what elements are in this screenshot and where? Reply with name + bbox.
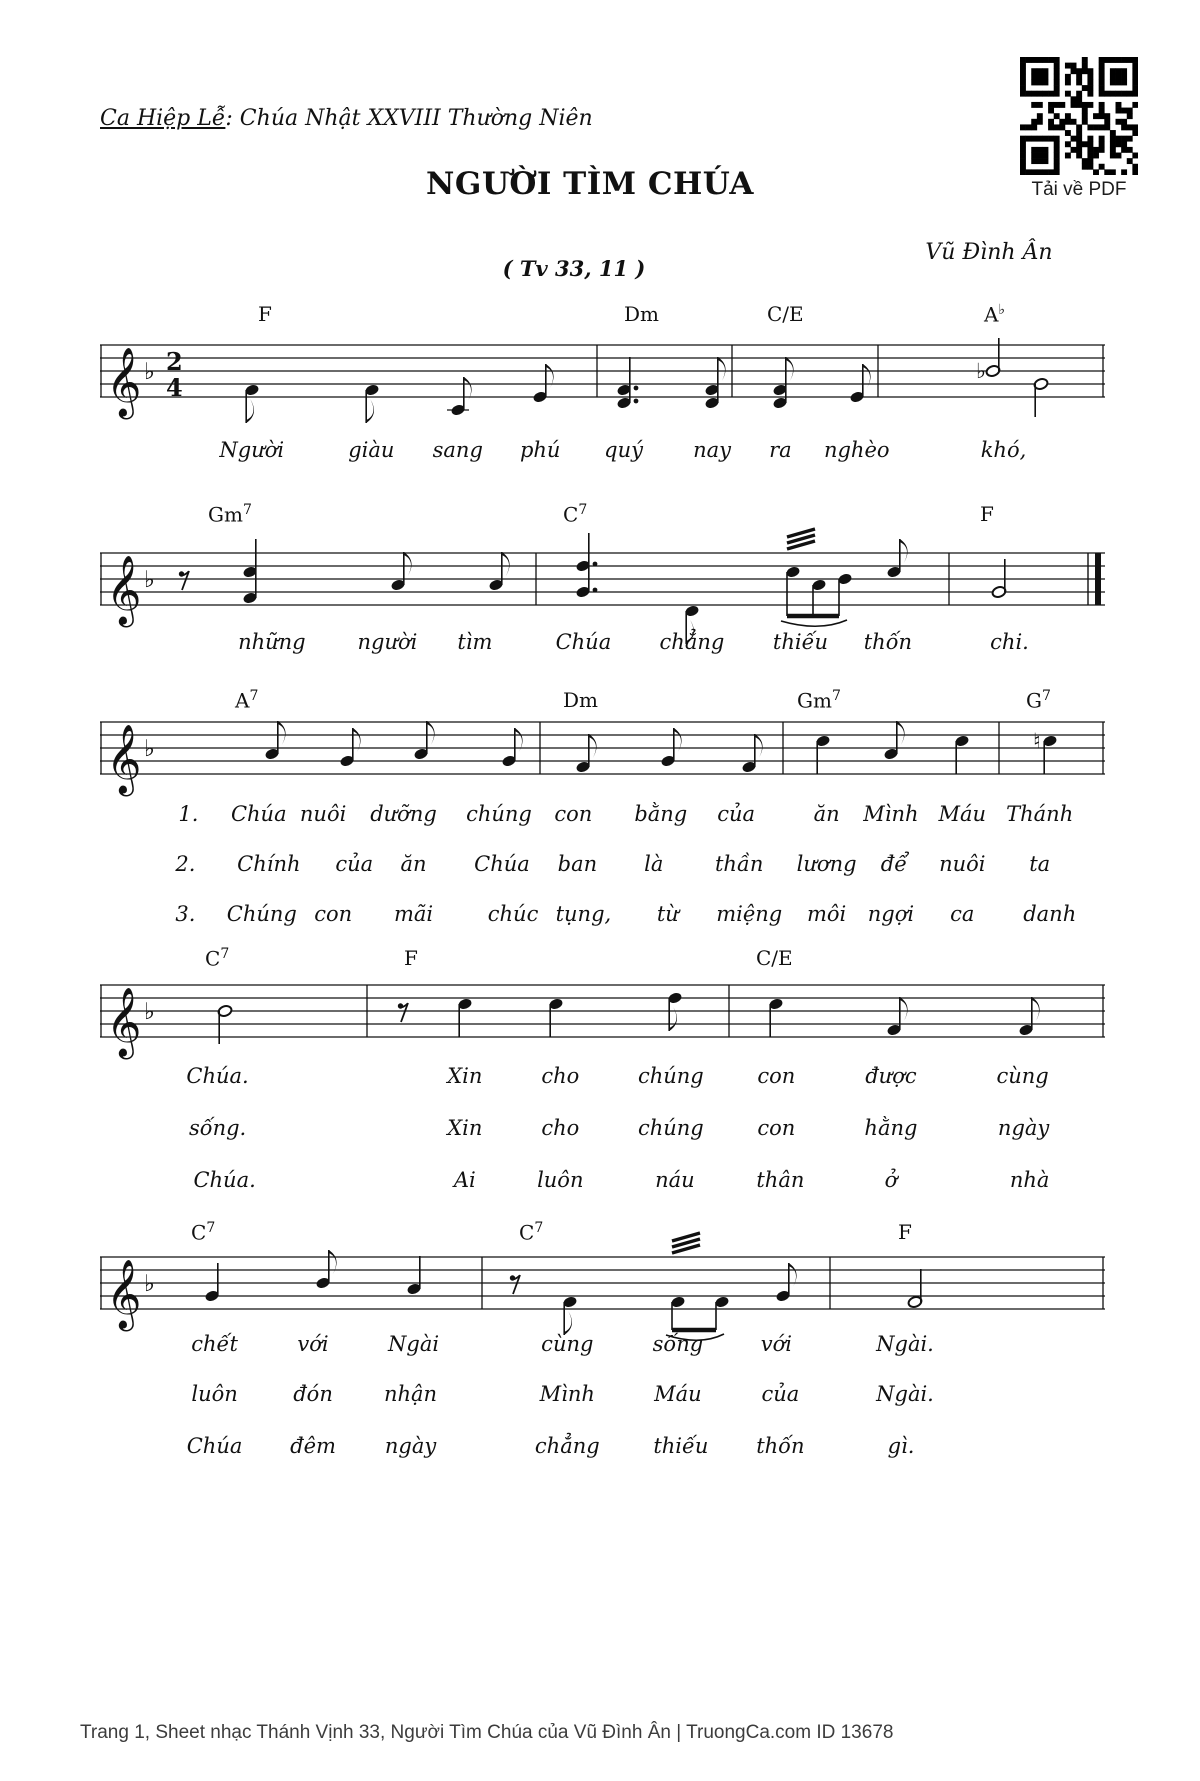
svg-text:♭: ♭ bbox=[976, 359, 986, 383]
lyric-word: đón bbox=[293, 1382, 333, 1406]
chord-label: Gm$^7$ bbox=[208, 502, 252, 527]
lyric-word: nhà bbox=[1009, 1168, 1050, 1192]
lyric-word: cho bbox=[541, 1064, 580, 1088]
svg-text:𝄞: 𝄞 bbox=[106, 987, 142, 1057]
chord-label: C/E bbox=[767, 302, 804, 326]
svg-text:𝄞: 𝄞 bbox=[106, 1259, 142, 1329]
lyric-word: con bbox=[757, 1116, 796, 1140]
lyric-line bbox=[100, 852, 1105, 882]
svg-text:♭: ♭ bbox=[144, 567, 155, 593]
chord-label: Dm bbox=[624, 302, 659, 326]
lyric-word: ra bbox=[769, 438, 792, 462]
lyric-word: Mình bbox=[539, 1382, 595, 1406]
chord-label: $C^7$ bbox=[563, 502, 588, 527]
lyric-word: chẳng bbox=[659, 630, 725, 654]
lyric-word: cùng bbox=[541, 1332, 594, 1356]
verse-number: 1. bbox=[178, 802, 199, 826]
lyric-word: với bbox=[297, 1332, 329, 1356]
lyric-word: người bbox=[357, 630, 418, 654]
lyric-word: Chúa bbox=[555, 630, 612, 654]
lyric-line bbox=[100, 1382, 1105, 1412]
svg-text:𝄞: 𝄞 bbox=[106, 724, 142, 794]
staff-notation bbox=[100, 320, 1105, 432]
lyric-line bbox=[100, 438, 1105, 468]
lyric-word: ăn bbox=[400, 852, 427, 876]
chord-row bbox=[100, 502, 1105, 528]
lyric-word: của bbox=[761, 1382, 800, 1406]
song-title: NGƯỜI TÌM CHÚA bbox=[426, 166, 754, 202]
lyric-word: nhận bbox=[383, 1382, 438, 1406]
lyric-word: cùng bbox=[996, 1064, 1049, 1088]
footer-text: Trang 1, Sheet nhạc Thánh Vịnh 33, Người Tìm Chúa của Vũ Đình Ân | TruongCa.com ID 13678 bbox=[80, 1722, 894, 1743]
staff-system-2 bbox=[100, 502, 1105, 664]
staff-notation bbox=[100, 528, 1105, 640]
staff-system-3 bbox=[100, 688, 1105, 936]
lyric-word: ăn bbox=[813, 802, 840, 826]
lyric-word: Máu bbox=[938, 802, 987, 826]
lyric-word: Ai bbox=[453, 1168, 476, 1192]
lyric-word: được bbox=[865, 1064, 917, 1088]
lyric-line bbox=[100, 902, 1105, 932]
lyric-word: Chúa bbox=[230, 802, 287, 826]
lyric-word: Chúa bbox=[474, 852, 530, 876]
lyric-word: những bbox=[238, 630, 306, 654]
chord-label: Gm$^7$ bbox=[797, 688, 841, 713]
lyric-word: thân bbox=[756, 1168, 805, 1192]
psalm-reference: ( Tv 33, 11 ) bbox=[502, 256, 646, 281]
staff-notation bbox=[100, 1232, 1105, 1344]
lyric-word: nuôi bbox=[939, 852, 986, 876]
lyric-word: chết bbox=[191, 1332, 238, 1356]
lyric-word: môi bbox=[806, 902, 847, 926]
lyric-word: quý bbox=[604, 438, 644, 462]
svg-text:♭: ♭ bbox=[144, 736, 155, 762]
lyric-word: cho bbox=[541, 1116, 580, 1140]
lyric-word: ở bbox=[884, 1168, 898, 1192]
lyric-word: Thánh bbox=[1006, 802, 1074, 826]
verse-number: 3. bbox=[175, 902, 196, 926]
lyric-line bbox=[100, 1064, 1105, 1094]
lyric-word: chúc bbox=[487, 902, 539, 926]
lyric-word: Chúa. bbox=[193, 1168, 256, 1192]
chord-label: A♭ bbox=[984, 302, 1006, 327]
verse-number: 2. bbox=[175, 852, 196, 876]
lyric-word: ca bbox=[950, 902, 975, 926]
lyric-word: để bbox=[880, 852, 908, 876]
lyric-word: miệng bbox=[716, 902, 783, 926]
lyric-word: Xin bbox=[447, 1116, 483, 1140]
lyric-word: nuôi bbox=[299, 802, 347, 826]
composer-name: Vũ Đình Ân bbox=[925, 240, 1053, 265]
lyric-word: sang bbox=[432, 438, 483, 462]
lyric-word: lương bbox=[796, 852, 857, 876]
lyric-word: ngày bbox=[997, 1116, 1050, 1140]
lyric-word: con bbox=[757, 1064, 796, 1088]
lyric-word: Ngài bbox=[388, 1332, 440, 1356]
chord-label: F bbox=[898, 1220, 912, 1244]
lyric-word: đêm bbox=[290, 1434, 336, 1458]
lyric-word: chúng bbox=[637, 1116, 704, 1140]
lyric-line bbox=[100, 1332, 1105, 1362]
lyric-word: Chính bbox=[237, 852, 301, 876]
lyric-word: Xin bbox=[447, 1064, 483, 1088]
lyric-line bbox=[100, 1116, 1105, 1146]
lyric-word: chúng bbox=[466, 802, 532, 826]
lyric-line bbox=[100, 1434, 1105, 1464]
lyric-word: là bbox=[644, 852, 664, 876]
chord-label: Dm bbox=[563, 688, 598, 712]
lyric-word: Chúa. bbox=[186, 1064, 249, 1088]
svg-text:4: 4 bbox=[166, 373, 183, 402]
chord-label: F bbox=[980, 502, 994, 526]
lyric-word: luôn bbox=[537, 1168, 584, 1192]
lyric-word: thiếu bbox=[653, 1434, 709, 1458]
download-pdf-label[interactable]: Tải về PDF bbox=[1031, 179, 1127, 200]
lyric-word: náu bbox=[655, 1168, 695, 1192]
lyric-word: ban bbox=[557, 852, 598, 876]
lyric-word: ngày bbox=[384, 1434, 437, 1458]
lyric-line bbox=[100, 802, 1105, 832]
staff-system-4 bbox=[100, 946, 1105, 1202]
lyric-line bbox=[100, 1168, 1105, 1198]
svg-text:𝄞: 𝄞 bbox=[106, 555, 142, 625]
lyric-word: chẳng bbox=[534, 1434, 600, 1458]
lyric-word: Ngài. bbox=[876, 1382, 934, 1406]
lyric-word: giàu bbox=[348, 438, 395, 462]
lyric-word: từ bbox=[656, 902, 679, 926]
lyric-word: của bbox=[335, 852, 374, 876]
svg-text:♮: ♮ bbox=[1033, 729, 1041, 753]
lyric-word: sống. bbox=[188, 1116, 247, 1140]
lyric-word: thốn bbox=[863, 630, 913, 654]
svg-text:𝄞: 𝄞 bbox=[106, 347, 142, 417]
lyric-word: phú bbox=[519, 438, 561, 462]
lyric-word: luôn bbox=[191, 1382, 238, 1406]
lyric-word: sống bbox=[652, 1332, 704, 1356]
lyric-word: Ngài. bbox=[876, 1332, 934, 1356]
staff-notation bbox=[100, 960, 1105, 1072]
lyric-word: của bbox=[717, 802, 756, 826]
lyric-word: tụng, bbox=[555, 902, 612, 926]
lyric-line bbox=[100, 630, 1105, 660]
lyric-word: tìm bbox=[457, 630, 493, 654]
chord-label: $A^7$ bbox=[235, 688, 259, 713]
lyric-word: thần bbox=[714, 852, 764, 876]
chord-label: $C^7$ bbox=[519, 1220, 544, 1245]
lyric-word: nay bbox=[693, 438, 731, 462]
svg-text:2: 2 bbox=[166, 347, 183, 376]
header-label: Ca Hiệp Lễ bbox=[100, 106, 226, 131]
chord-label: $C^7$ bbox=[191, 1220, 216, 1245]
lyric-word: chi. bbox=[990, 630, 1029, 654]
chord-label: $C^7$ bbox=[205, 946, 230, 971]
chord-label: F bbox=[404, 946, 418, 970]
lyric-word: nghèo bbox=[823, 438, 890, 462]
lyric-word: mãi bbox=[393, 902, 434, 926]
lyric-word: chúng bbox=[637, 1064, 704, 1088]
lyric-word: khó, bbox=[980, 438, 1027, 462]
svg-text:♭: ♭ bbox=[144, 999, 155, 1025]
lyric-word: dưỡng bbox=[370, 802, 437, 826]
lyric-word: ngợi bbox=[867, 902, 915, 926]
header-label-rest: : Chúa Nhật XXVIII Thường Niên bbox=[225, 106, 593, 131]
chord-label: F bbox=[258, 302, 272, 326]
lyric-word: danh bbox=[1023, 902, 1077, 926]
lyric-word: ta bbox=[1029, 852, 1051, 876]
lyric-word: thiếu bbox=[772, 630, 829, 654]
lyric-word: con bbox=[314, 902, 353, 926]
svg-text:♭: ♭ bbox=[144, 359, 155, 385]
svg-text:♭: ♭ bbox=[144, 1271, 155, 1297]
chord-label: $G^7$ bbox=[1026, 688, 1051, 713]
lyric-word: Máu bbox=[654, 1382, 702, 1406]
lyric-word: với bbox=[760, 1332, 792, 1356]
lyric-word: Người bbox=[219, 438, 285, 462]
lyric-word: hằng bbox=[864, 1116, 918, 1140]
lyric-word: bằng bbox=[634, 802, 688, 826]
lyric-word: thốn bbox=[756, 1434, 805, 1458]
staff-notation bbox=[100, 697, 1105, 809]
lyric-word: con bbox=[554, 802, 593, 826]
lyric-word: gì. bbox=[887, 1434, 915, 1458]
lyric-word: Chúng bbox=[226, 902, 297, 926]
staff-system-5 bbox=[100, 1220, 1105, 1468]
chord-label: C/E bbox=[756, 946, 793, 970]
staff-system-1 bbox=[100, 302, 1105, 472]
lyric-word: Mình bbox=[863, 802, 919, 826]
lyric-word: Chúa bbox=[186, 1434, 243, 1458]
